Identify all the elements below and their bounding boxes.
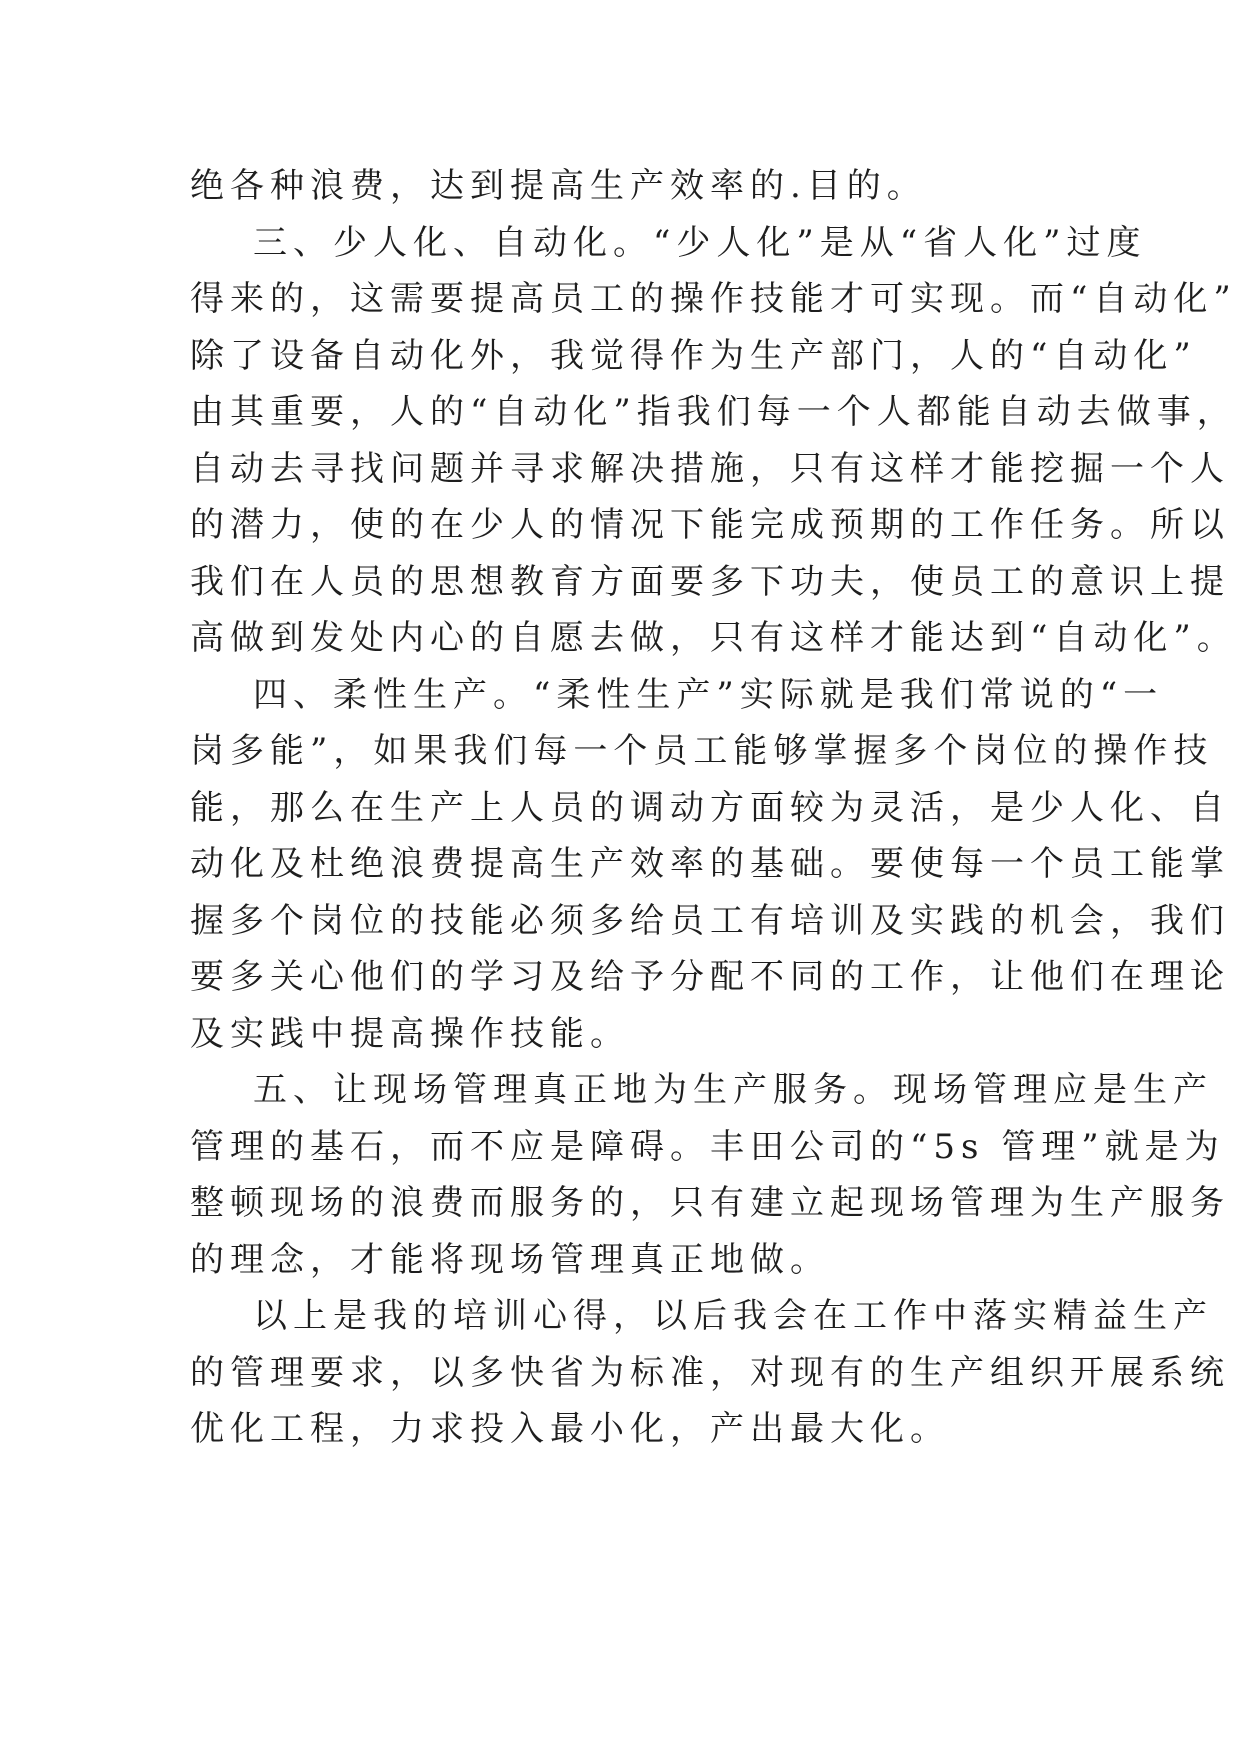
text-line: 及实践中提高操作技能。 bbox=[190, 1013, 630, 1054]
text-line: 整顿现场的浪费而服务的，只有建立起现场管理为生产服务 bbox=[190, 1183, 1230, 1223]
text-line: 由其重要，人的“自动化”指我们每一个人都能自动去做事， bbox=[190, 392, 1237, 432]
text-line: 除了设备自动化外，我觉得作为生产部门，人的“自动化” bbox=[190, 335, 1197, 376]
text-line: 握多个岗位的技能必须多给员工有培训及实践的机会，我们 bbox=[190, 900, 1230, 941]
text-line: 的管理要求，以多快省为标准，对现有的生产组织开展系统 bbox=[190, 1352, 1230, 1393]
text-line: 绝各种浪费，达到提高生产效率的.目的。 bbox=[190, 166, 927, 206]
text-line: 要多关心他们的学习及给予分配不同的工作，让他们在理论 bbox=[190, 957, 1230, 997]
text-line: 动化及杜绝浪费提高生产效率的基础。要使每一个员工能掌 bbox=[190, 844, 1230, 884]
document-body bbox=[190, 158, 1237, 1458]
text-line: 管理的基石，而不应是障碍。丰田公司的“5s 管理”就是为 bbox=[190, 1126, 1225, 1167]
text-line: 高做到发处内心的自愿去做，只有这样才能达到“自动化”。 bbox=[190, 618, 1237, 658]
text-line: 优化工程，力求投入最小化，产出最大化。 bbox=[190, 1409, 950, 1449]
paragraph-first-line: 四、柔性生产。“柔性生产”实际就是我们常说的“一 bbox=[253, 674, 1164, 715]
paragraph-first-line: 三、少人化、自动化。“少人化”是从“省人化”过度 bbox=[253, 222, 1147, 263]
paragraph-first-line: 以上是我的培训心得，以后我会在工作中落实精益生产 bbox=[253, 1296, 1213, 1336]
text-line: 自动去寻找问题并寻求解决措施，只有这样才能挖掘一个人 bbox=[190, 448, 1230, 489]
text-line: 的潜力，使的在少人的情况下能完成预期的工作任务。所以 bbox=[190, 505, 1230, 545]
text-line: 得来的，这需要提高员工的操作技能才可实现。而“自动化” bbox=[190, 279, 1237, 319]
text-line: 能，那么在生产上人员的调动方面较为灵活，是少人化、自 bbox=[190, 787, 1230, 828]
text-line: 岗多能”，如果我们每一个员工能够掌握多个岗位的操作技 bbox=[190, 731, 1214, 771]
text-line: 我们在人员的思想教育方面要多下功夫，使员工的意识上提 bbox=[190, 561, 1230, 602]
paragraph-first-line: 五、让现场管理真正地为生产服务。现场管理应是生产 bbox=[253, 1070, 1213, 1110]
text-line: 的理念，才能将现场管理真正地做。 bbox=[190, 1239, 830, 1280]
